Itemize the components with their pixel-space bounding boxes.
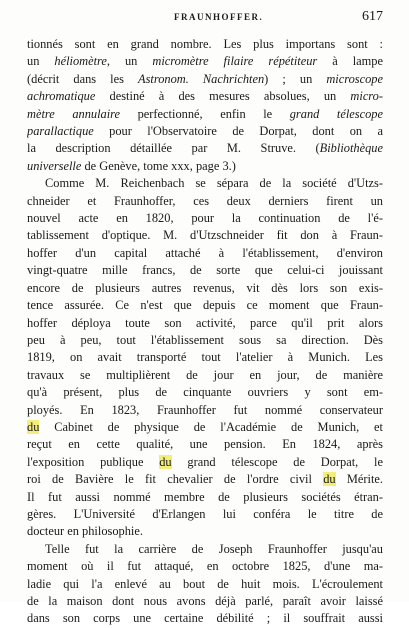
text-line [27,402,383,419]
text-segment: la description détaillée par M. Struve. ( [27,141,320,156]
text-segment: destiné à des mesures absolues, un [95,89,351,104]
text-segment: encore de plusieurs autres revenus, vit dès lors son exis- [27,280,383,295]
text-segment: docteur en philosophie. [27,524,143,539]
text-segment: grand télescope [289,106,383,121]
text-line [27,53,383,70]
text-segment: pour l'Observatoire de Dorpat, dont on a [93,124,383,139]
text-segment: achromatique [27,89,96,104]
text-line [27,593,383,610]
running-head: FRAUNHOFFER. [174,12,264,22]
text-segment: de la maison dont nous avons déjà parlé, paraît avoir laissé [27,594,383,608]
text-segment: perfectionné, enfin le [120,106,290,121]
text-line [27,384,383,401]
text-segment: mètre annulaire [27,106,121,121]
text-line [27,576,383,593]
highlighted-word: du [27,419,40,434]
text-segment: gères. L'Université d'Erlangen lui conféra le titre de [27,506,383,521]
text-segment: Telle fut la carrière de Joseph Fraunhoffer jusqu'au [45,541,383,556]
text-line [27,210,383,227]
text-segment: Mérite. [335,472,383,487]
text-segment: héliomètre [54,54,107,69]
text-segment: nouvel acte en 1820, pour la continuation de l'é- [27,211,383,226]
page-number: 617 [362,9,383,24]
text-segment: roi de Bavière le fit chevalier de l'ordre civil [27,472,324,487]
text-line [27,367,383,384]
text-line [27,193,383,210]
text-line [27,558,383,575]
text-line [27,541,383,558]
text-line [27,123,383,140]
text-line [27,245,383,262]
text-line [27,471,383,488]
text-segment: tablissement d'optique. M. d'Utzschneider fit don à Fraun- [27,228,383,243]
text-segment: micromètre filaire répétiteur [152,54,318,69]
text-line [27,88,383,105]
text-segment: (décrit dans les [27,71,139,86]
text-segment: de Genève, tome xxx, page 3.) [81,158,236,173]
text-segment: travaux se multiplièrent de jour en jour, de manière [27,367,383,382]
text-segment: un [27,54,55,69]
text-segment: 1819, on avait transporté tout l'atelier à Munich. Les [27,350,383,365]
text-segment: microscope [326,71,383,86]
text-segment: l'exposition publique [27,454,160,469]
text-line [27,106,383,123]
text-line [27,506,383,523]
text-line [27,262,383,279]
text-segment: ployés. En 1823, Fraunhoffer fut nommé conservateur [27,402,383,417]
highlighted-word: du [323,472,336,487]
text-segment: ladie qui l'a enlevé au bout de huit mois. L'écroulement [27,576,383,591]
body-text [27,36,383,628]
text-line [27,140,383,157]
text-segment: peu à peu, tout l'établissement sous sa direction. Dès [27,332,383,347]
text-segment: reçut en cette qualité, une pension. En 1824, après [27,437,383,452]
text-line [27,227,383,244]
text-line [27,610,383,627]
text-segment: à lampe [317,54,383,69]
text-segment: grand télescope de Dorpat, le [171,454,383,469]
text-line [27,523,383,540]
text-segment: hoffer d'un capital attaché à l'établissement, d'environ [27,245,383,260]
text-line [27,297,383,314]
text-segment: Cabinet de physique de l'Académie de Munich, et [39,419,383,434]
text-line [27,280,383,297]
text-line [27,315,383,332]
text-segment: universelle [27,158,82,173]
text-segment: tence assurée. Ce n'est que depuis ce moment que Fraun- [27,298,383,313]
text-line [27,36,383,53]
text-line [27,175,383,192]
text-line [27,489,383,506]
text-segment: hoffer déploya toute son activité, parce qu'il prit alors [27,315,383,330]
text-segment: Il fut aussi nommé membre de plusieurs sociétés étran- [27,489,383,504]
text-line [27,349,383,366]
text-segment: qu'à présent, plus de cinquante ouvriers y sont em- [27,385,383,400]
text-segment: , un [106,54,153,69]
text-segment: Bibliothèque [319,141,383,156]
page-header [24,10,383,30]
text-segment: vingt-quatre mille francs, de sorte que celui-ci jouissant [27,263,383,278]
text-segment: chneider et Fraunhoffer, ces deux derniers firent un [27,193,383,208]
text-segment: moment où il fut attaqué, en octobre 1825, d'une ma- [27,559,383,574]
text-line [27,454,383,471]
text-segment: ) ; un [264,71,327,86]
text-segment: Comme M. Reichenbach se sépara de la société d'Utzs- [45,176,383,191]
text-segment: micro- [350,89,383,104]
text-line [27,436,383,453]
text-segment: parallactique [27,124,94,139]
text-line [27,332,383,349]
text-segment: tionnés sont en grand nombre. Les plus importans sont : [27,37,383,51]
text-segment: dans son corps une certaine débilité ; il souffrait aussi [27,611,383,626]
text-line [27,71,383,88]
text-line [27,158,383,175]
text-segment: Astronom. Nachrichten [138,71,265,86]
text-line [27,419,383,436]
highlighted-word: du [159,454,172,469]
